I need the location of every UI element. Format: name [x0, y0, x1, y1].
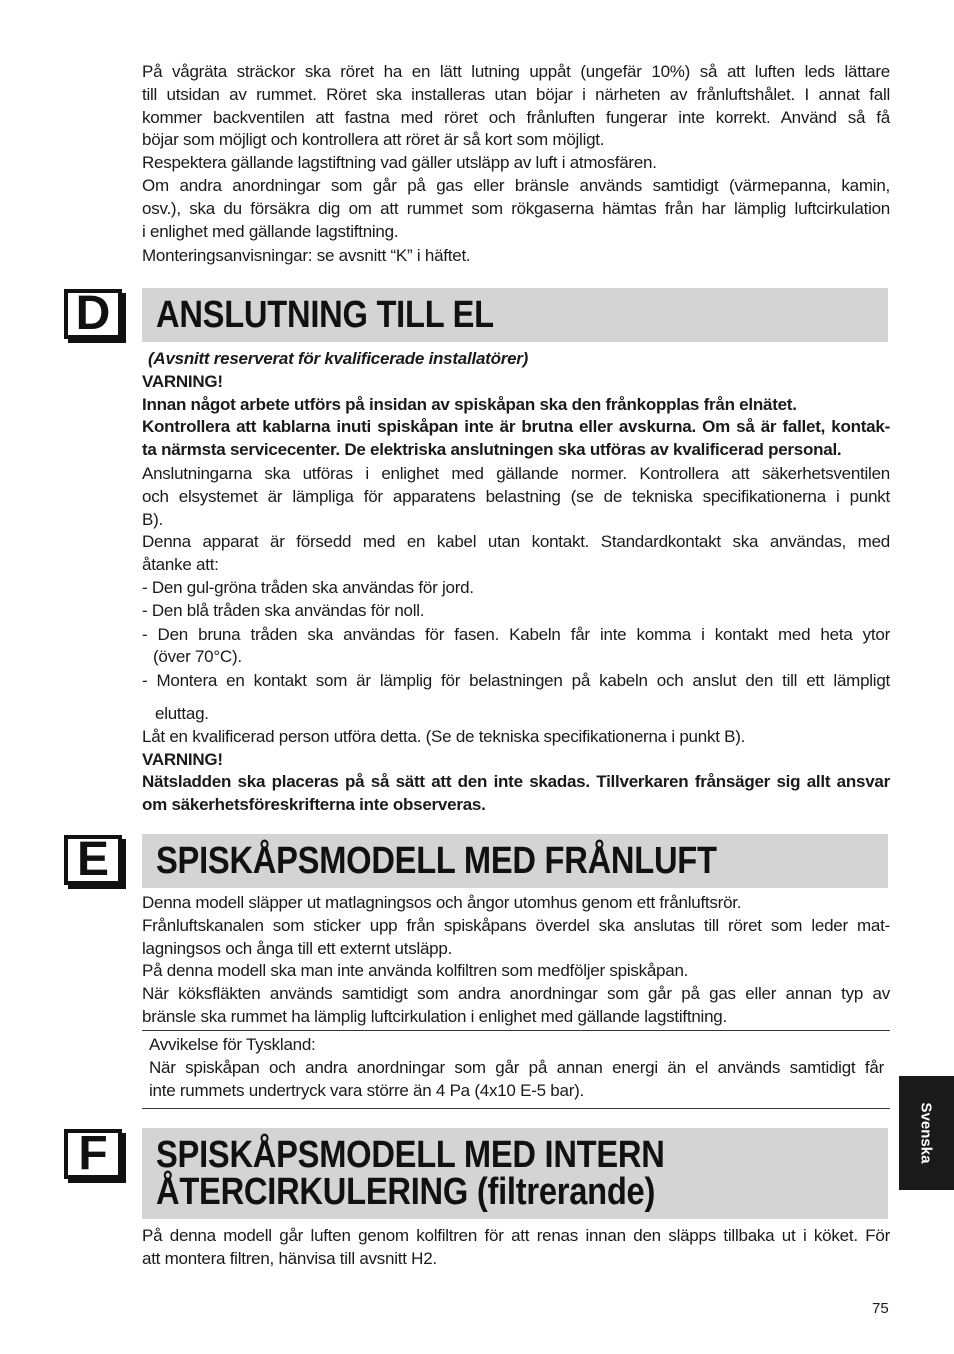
divider-top: [142, 1030, 890, 1031]
intro-paragraph: [142, 61, 890, 268]
germany-line: inte rummets undertryck vara större än 4 Pa (4x10 E-5 bar).: [149, 1080, 584, 1100]
section-title-e: SPISKÅPSMODELL MED FRÅNLUFT: [156, 840, 717, 882]
body-line: På denna modell går luften genom kolfiltren för att renas innan den släpps tillbaka ut i köket. För: [142, 1226, 890, 1245]
section-heading-bar-f: [142, 1128, 888, 1219]
warning-line: Nätsladden ska placeras på så sätt att den inte skadas. Tillverkaren frånsäger sig allt ansvar: [142, 772, 890, 792]
intro-line: På vågräta sträckor ska röret ha en lätt lutning uppåt (ungefär 10%) så att luften leds lättare: [142, 62, 890, 81]
body-line: och elsystemet är lämpliga för apparatens belastning (se de tekniska specifikationerna i punkt: [142, 486, 890, 506]
language-tab: [899, 1076, 954, 1190]
body-line: åtanke att:: [142, 555, 219, 575]
section-letter-e: E: [64, 835, 122, 885]
reserved-note: (Avsnitt reserverat för kvalificerade installatörer): [148, 349, 529, 368]
body-line: När köksfläkten används samtidigt som andra anordningar som går på gas eller annan typ av: [142, 984, 890, 1004]
section-f-content: [142, 1225, 890, 1271]
body-line: att montera filtren, hänvisa till avsnitt H2.: [142, 1248, 437, 1268]
intro-line: Monteringsanvisningar: se avsnitt “K” i häftet.: [142, 246, 471, 266]
body-line: På denna modell ska man inte använda kolfiltren som medföljer spiskåpan.: [142, 961, 689, 981]
germany-exception-box: [149, 1034, 884, 1102]
warning-line: Innan något arbete utförs på insidan av spiskåpan ska den frånkopplas från elnätet.: [142, 394, 797, 414]
section-heading-bar-d: [142, 288, 888, 342]
list-item: - Den blå tråden ska användas för noll.: [142, 600, 425, 620]
warning-label: VARNING!: [142, 371, 223, 391]
germany-line: När spiskåpan och andra anordningar som går på annan energi än el används samtidigt får: [149, 1057, 884, 1077]
divider-bottom: [142, 1108, 890, 1109]
section-letter-d: D: [64, 289, 122, 339]
warning-line: ta närmsta servicecenter. De elektriska anslutningen ska utföras av kvalificerad personal.: [142, 440, 842, 460]
section-letter-f: F: [64, 1129, 122, 1179]
intro-line: Respektera gällande lagstiftning vad gäller utsläpp av luft i atmosfären.: [142, 153, 657, 173]
body-line: Anslutningarna ska utföras i enlighet med gällande normer. Kontrollera att säkerhetsventilen: [142, 463, 890, 483]
body-line: bränsle ska rummet ha lämplig luftcirkulation i enlighet med gällande lagstiftning.: [142, 1006, 727, 1026]
intro-line: osv.), ska du försäkra dig om att rummet som rökgaserna hämtas från har lämplig luftcirkulation: [142, 198, 890, 218]
body-line: Denna apparat är försedd med en kabel utan kontakt. Standardkontakt ska användas, med: [142, 532, 890, 552]
section-title-f-line2: ÅTERCIRKULERING (filtrerande): [156, 1171, 656, 1213]
section-title-f-line1: SPISKÅPSMODELL MED INTERN: [156, 1134, 665, 1176]
list-item: - Montera en kontakt som är lämplig för belastningen på kabeln och anslut den till ett lämpligt: [142, 671, 890, 691]
list-item-continuation: eluttag.: [155, 703, 209, 723]
body-line: Låt en kvalificerad person utföra detta. (Se de tekniska specifikationerna i punkt B).: [142, 726, 746, 746]
section-heading-bar-e: [142, 834, 888, 888]
intro-line: kommer backventilen att fastna med röret och frånluften fungerar inte korrekt. Använd så få: [142, 107, 890, 127]
list-item: - Den gul-gröna tråden ska användas för jord.: [142, 577, 474, 597]
body-line: Frånluftskanalen som sticker upp från spiskåpans överdel ska anslutas till röret som leder mat-: [142, 915, 890, 935]
list-item-continuation: (över 70°C).: [153, 647, 242, 667]
intro-line: i enlighet med gällande lagstiftning.: [142, 221, 399, 241]
list-item: - Den bruna tråden ska användas för fasen. Kabeln får inte komma i kontakt med heta ytor: [142, 624, 890, 644]
body-line: lagningsos och ånga till ett externt utsläpp.: [142, 938, 453, 958]
body-line: Denna modell släpper ut matlagningsos och ångor utomhus genom ett frånluftsrör.: [142, 893, 742, 912]
language-tab-label: Svenska: [917, 1102, 935, 1164]
section-e-content: [142, 892, 890, 1029]
intro-line: Om andra anordningar som går på gas eller bränsle används samtidigt (värmepanna, kamin,: [142, 175, 890, 195]
section-title-d: ANSLUTNING TILL EL: [156, 294, 494, 336]
warning-line: Kontrollera att kablarna inuti spiskåpan inte är brutna eller avskurna. Om så är fallet, kontak-: [142, 417, 890, 437]
warning-label: VARNING!: [142, 749, 223, 769]
intro-line: böjar som möjligt och kontrollera att röret är så kort som möjligt.: [142, 130, 605, 150]
section-d-content: [142, 348, 890, 817]
germany-heading: Avvikelse för Tyskland:: [149, 1035, 316, 1054]
warning-line: om säkerhetsföreskrifterna inte observeras.: [142, 795, 486, 815]
body-line: B).: [142, 509, 163, 529]
intro-line: till utsidan av rummet. Röret ska installeras utan böjar i närheten av frånluftshålet. I annat fall: [142, 84, 890, 104]
page-number: 75: [872, 1300, 889, 1317]
